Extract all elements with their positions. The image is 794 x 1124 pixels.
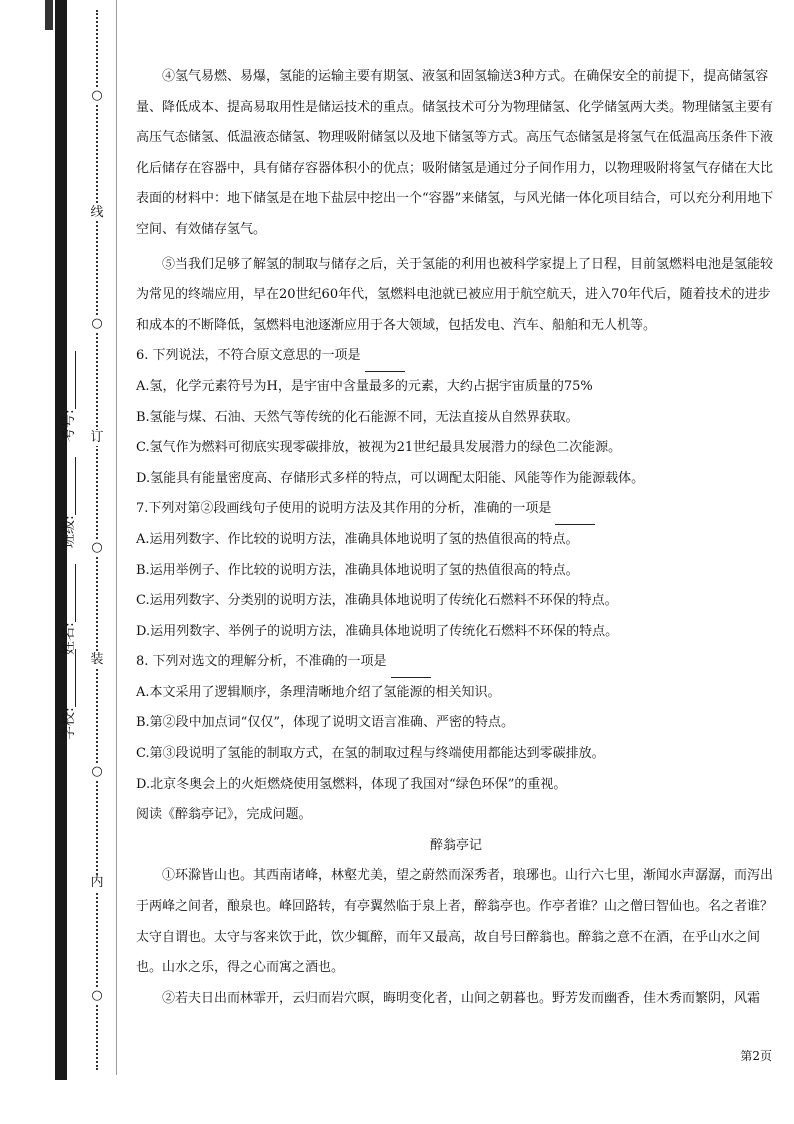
margin-rule	[116, 0, 117, 1075]
question-stem: 6. 下列说法，不符合原文意思的一项是	[136, 348, 361, 364]
binding-dark-strip-top	[45, 0, 53, 30]
option-b: B.运用举例子、作比较的说明方法，准确具体地说明了氢的热值很高的特点。	[136, 562, 579, 578]
page-content	[136, 62, 776, 1014]
essay-title: 醉翁亭记	[429, 837, 482, 853]
circle-marker: ○	[89, 316, 105, 332]
paragraph-5: ⑤当我们足够了解氢的制取与储存之后，关于氢能的利用也被科学家提上了日程，目前氢燃料电池是氢能较为常见的终端应用，早在20世纪60年代，氢燃料电池就已被应用于航空航天，进入70年代后，随着技术的进步和成本的不断降低，氢燃料电池逐渐应用于各大领域，包括发电、汽车、船舶和无人机等。	[136, 256, 774, 333]
option-c: C.氢气作为燃料可彻底实现零碳排放，被视为21世纪最具发展潜力的绿色二次能源。	[136, 440, 622, 456]
circle-marker: ○	[89, 988, 105, 1004]
option-d: D.运用列数字、举例子的说明方法，准确具体地说明了传统化石燃料不环保的特点。	[136, 623, 619, 639]
option-d: D.北京冬奥会上的火炬燃烧使用氢燃料，体现了我国对“绿色环保”的重视。	[136, 776, 567, 792]
answer-blank[interactable]	[555, 510, 595, 525]
name-field[interactable]	[58, 564, 78, 655]
school-label: 学校:	[61, 707, 77, 740]
name-label: 姓名:	[61, 622, 77, 655]
exam-no-field[interactable]	[58, 351, 78, 442]
class-label: 班级:	[61, 515, 77, 548]
essay-paragraph-1: ①环滁皆山也。其西南诸峰，林壑尤美，望之蔚然而深秀者，琅琊也。山行六七里，渐闻水声潺潺，而泻出于两峰之间者，酿泉也。峰回路转，有亭翼然临于泉上者，醉翁亭也。作亭者谁？山之僧曰智仙也。名之者谁？太守自谓也。太守与客来饮于此，饮少辄醉，而年又最高，故自号曰醉翁也。醉翁之意不在酒，在乎山水之间也。山水之乐，得之心而寓之酒也。	[136, 868, 774, 976]
option-b: B.氢能与煤、石油、天然气等传统的化石能源不同，无法直接从自然界获取。	[136, 409, 579, 425]
option-a: A.氢，化学元素符号为H，是宇宙中含量最多的元素，大约占据宇宙质量的75%	[136, 378, 593, 394]
reading-intro: 阅读《醉翁亭记》，完成问题。	[136, 807, 312, 823]
cut-line-label-nei: 内	[90, 875, 104, 890]
cut-line-label-xian: 线	[90, 205, 104, 220]
option-d: D.氢能具有能量密度高、存储形式多样的特点，可以调配太阳能、风能等作为能源载体。	[136, 470, 645, 486]
cut-line-label-zhuang: 装	[90, 652, 104, 667]
essay-paragraph-2: ②若夫日出而林霏开，云归而岩穴暝，晦明变化者，山间之朝暮也。野芳发而幽香，佳木秀而繁阴，风霜	[162, 990, 761, 1006]
circle-marker: ○	[89, 764, 105, 780]
option-b: B.第②段中加点词“仅仅”，体现了说明文语言准确、严密的特点。	[136, 715, 514, 731]
option-a: A.本文采用了逻辑顺序，条理清晰地介绍了氢能源的相关知识。	[136, 684, 501, 700]
question-6	[136, 341, 776, 494]
answer-blank[interactable]	[365, 357, 405, 372]
school-field[interactable]	[58, 649, 78, 740]
question-8	[136, 647, 776, 800]
option-a: A.运用列数字、作比较的说明方法，准确具体地说明了氢的热值很高的特点。	[136, 531, 579, 547]
question-stem: 8. 下列对选文的理解分析，不准确的一项是	[136, 654, 387, 670]
binding-margin	[0, 0, 118, 1080]
option-c: C.第③段说明了氢能的制取方式，在氢的制取过程与终端使用都能达到零碳排放。	[136, 746, 605, 762]
circle-marker: ○	[89, 540, 105, 556]
page-number: 第2页	[740, 1049, 772, 1063]
circle-marker: ○	[89, 88, 105, 104]
question-7	[136, 494, 776, 647]
option-c: C.运用列数字、分类别的说明方法，准确具体地说明了传统化石燃料不环保的特点。	[136, 593, 618, 609]
question-stem: 7.下列对第②段画线句子使用的说明方法及其作用的分析，准确的一项是	[136, 501, 552, 517]
exam-no-label: 考号:	[61, 409, 77, 442]
answer-blank[interactable]	[391, 663, 431, 678]
cut-line-label-ding: 订	[90, 430, 104, 445]
paragraph-4: ④氢气易燃、易爆，氢能的运输主要有期氢、液氢和固氢输送3种方式。在确保安全的前提下，提高储氢容量、降低成本、提高易取用性是储运技术的重点。储氢技术可分为物理储氢、化学储氢两大类。物理储氢主要有高压气态储氢、低温液态储氢、物理吸附储氢以及地下储氢等方式。高压气态储氢是将氢气在低温高压条件下液化后储存在容器中，具有储存容器体积小的优点；吸附储氢是通过分子间作用力，以物理吸附将氢气存储在大比表面的材料中：地下储氢是在地下盐层中挖出一个“容器”来储氢，与风光储一体化项目结合，可以充分利用地下空间、有效储存氢气。	[136, 69, 774, 237]
class-field[interactable]	[58, 457, 78, 548]
